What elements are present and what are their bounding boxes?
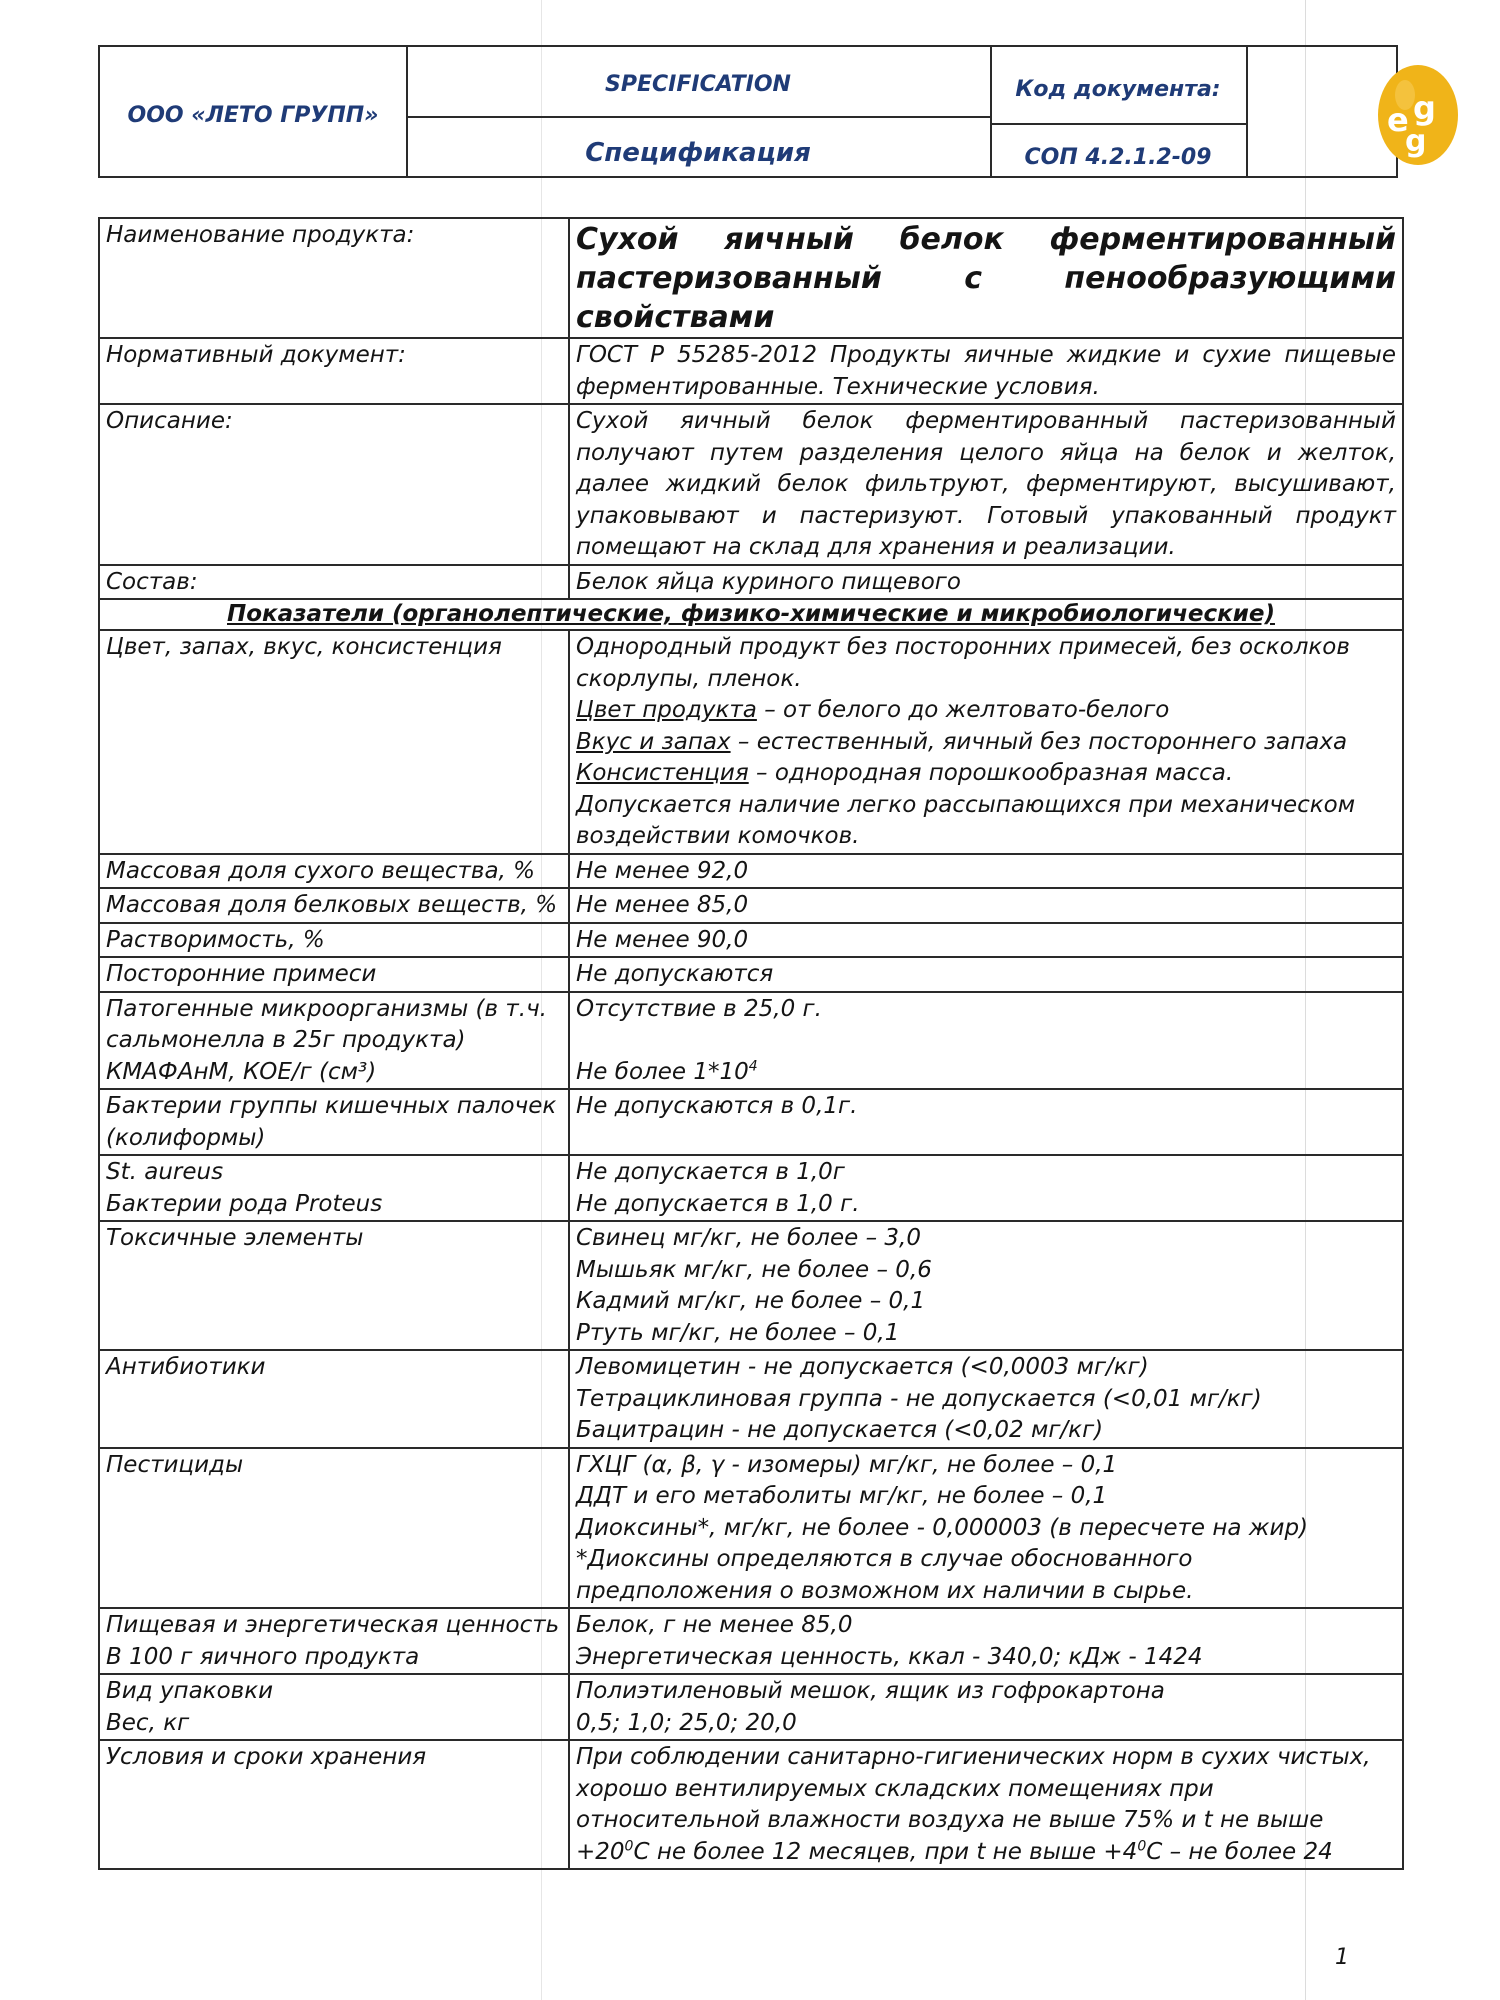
- row-label: Описание:: [99, 404, 569, 565]
- packaging-value: [569, 1674, 1403, 1740]
- kmafanm-exponent: 4: [748, 1057, 758, 1074]
- table-row: [99, 630, 1403, 854]
- proteus-label: Бактерии рода Proteus: [106, 1190, 383, 1217]
- row-label: [99, 1674, 569, 1740]
- table-row: [99, 1740, 1403, 1869]
- row-label: [99, 1155, 569, 1221]
- organoleptic-intro: Однородный продукт без посторонних примесей, без осколков скорлупы, пленок.: [576, 634, 1350, 692]
- dry-matter-value: Не менее 92,0: [569, 854, 1403, 889]
- pesticide-item: ГХЦГ (α, β, γ - изомеры) мг/кг, не более – 0,1: [576, 1451, 1118, 1478]
- toxic-item: Ртуть мг/кг, не более – 0,1: [576, 1319, 900, 1346]
- pesticide-item: Диоксины*, мг/кг, не более - 0,000003 (в пересчете на жир): [576, 1514, 1309, 1541]
- product-name-line: Сухой яичный белок ферментированный: [576, 222, 1396, 257]
- color-text: – от белого до желтовато-белого: [756, 697, 1170, 723]
- consistency-label: Консистенция: [576, 760, 749, 786]
- nutrition-energy: Энергетическая ценность, ккал - 340,0; кДж - 1424: [576, 1643, 1203, 1670]
- section-title: [99, 599, 1403, 630]
- pathogens-label: Патогенные микроорганизмы (в т.ч. сальмонелла в 25г продукта): [106, 995, 547, 1053]
- table-row: [99, 957, 1403, 992]
- consistency-text: – однородная порошкообразная масса.: [748, 760, 1234, 786]
- proteus-value: Не допускается в 1,0 г.: [576, 1190, 860, 1217]
- product-name-cell: [569, 218, 1403, 338]
- table-row: [99, 923, 1403, 958]
- table-row: [99, 1350, 1403, 1448]
- nutrition-label: Пищевая и энергетическая ценность: [106, 1612, 560, 1638]
- toxic-item: Мышьяк мг/кг, не более – 0,6: [576, 1256, 932, 1283]
- egg-logo: [1369, 59, 1467, 167]
- table-row: [99, 599, 1403, 630]
- pathogens-value: [569, 992, 1403, 1090]
- organoleptic-value: [569, 630, 1403, 854]
- svg-text:g: g: [1413, 89, 1436, 127]
- solubility-value: Не менее 90,0: [569, 923, 1403, 958]
- row-label: Массовая доля белковых веществ, %: [99, 888, 569, 923]
- row-label: [99, 992, 569, 1090]
- table-row: [99, 565, 1403, 600]
- antibiotic-item: Тетрациклиновая группа - не допускается (<0,01 мг/кг): [576, 1385, 1262, 1412]
- bacteria-value: [569, 1155, 1403, 1221]
- normdoc-value: ГОСТ Р 55285-2012 Продукты яичные жидкие и сухие пищевые ферментированные. Технические условия.: [569, 338, 1403, 404]
- row-label: Условия и сроки хранения: [99, 1740, 569, 1869]
- row-label: Состав:: [99, 565, 569, 600]
- row-label: [99, 1608, 569, 1674]
- table-row: [99, 1155, 1403, 1221]
- spec-title-ru: Спецификация: [585, 138, 811, 168]
- specification-table: [98, 217, 1404, 1870]
- weight-label: Вес, кг: [106, 1709, 190, 1736]
- toxic-item: Свинец мг/кг, не более – 3,0: [576, 1225, 921, 1251]
- color-label: Цвет продукта: [576, 697, 757, 723]
- aureus-label: St. aureus: [106, 1159, 224, 1185]
- packaging-text: Полиэтиленовый мешок, ящик из гофрокартона: [576, 1678, 1165, 1704]
- pesticides-value: [569, 1448, 1403, 1609]
- protein-value: Не менее 85,0: [569, 888, 1403, 923]
- table-row: [99, 1608, 1403, 1674]
- pesticide-note: *Диоксины определяются в случае обоснованного предположения о возможном их наличии в сырье.: [576, 1546, 1194, 1604]
- degree-mark: 0: [1137, 1837, 1147, 1854]
- antibiotic-item: Левомицетин - не допускается (<0,0003 мг/кг): [576, 1354, 1149, 1380]
- row-label: Массовая доля сухого вещества, %: [99, 854, 569, 889]
- row-label: Растворимость, %: [99, 923, 569, 958]
- section-title-text: Показатели (органолептические, физико-химические и микробиологические): [227, 601, 1275, 627]
- table-row: [99, 1674, 1403, 1740]
- spec-title-en: SPECIFICATION: [605, 72, 791, 97]
- storage-text: С не более 12 месяцев, при t не выше +4: [633, 1838, 1138, 1865]
- product-label: Наименование продукта:: [106, 222, 415, 248]
- taste-label: Вкус и запах: [576, 728, 731, 755]
- table-row: [99, 888, 1403, 923]
- storage-text: С – не более 24: [1146, 1838, 1333, 1865]
- row-label: Бактерии группы кишечных палочек (колиформы): [99, 1089, 569, 1155]
- pesticide-item: ДДТ и его метаболиты мг/кг, не более – 0,1: [576, 1483, 1108, 1509]
- packaging-label: Вид упаковки: [106, 1678, 274, 1704]
- product-name-line: пастеризованный с пенообразующими свойствами: [576, 261, 1396, 335]
- doc-code: СОП 4.2.1.2-09: [1024, 145, 1212, 170]
- antibiotics-value: [569, 1350, 1403, 1448]
- table-row: [99, 404, 1403, 565]
- description-value: Сухой яичный белок ферментированный пастеризованный получают путем разделения целого яйца на белок и желток, далее жидкий белок фильтруют, ферментируют, высушивают, упаковывают и пастеризуют. Готовый упакованный продукт помещают на склад для хранения и реализации.: [569, 404, 1403, 565]
- storage-text: При соблюдении санитарно-гигиенических норм в сухих чистых, хорошо вентилируемых складских помещениях при относительной влажности воздуха не выше 75% и t не выше +20: [576, 1744, 1371, 1865]
- pathogens-text: Отсутствие в 25,0 г.: [576, 995, 822, 1022]
- weight-values: 0,5; 1,0; 25,0; 20,0: [576, 1709, 797, 1736]
- table-row: [99, 1448, 1403, 1609]
- aureus-value: Не допускается в 1,0г: [576, 1159, 845, 1185]
- svg-text:e: e: [1387, 101, 1409, 139]
- company-name: ООО «ЛЕТО ГРУПП»: [127, 103, 379, 128]
- table-row: [99, 1089, 1403, 1155]
- row-label: Нормативный документ:: [99, 338, 569, 404]
- table-row: [99, 338, 1403, 404]
- page-number: 1: [1335, 1945, 1349, 1970]
- row-label: Токсичные элементы: [99, 1221, 569, 1350]
- row-label: Посторонние примеси: [99, 957, 569, 992]
- toxic-item: Кадмий мг/кг, не более – 0,1: [576, 1288, 926, 1314]
- organoleptic-note: Допускается наличие легко рассыпающихся при механическом воздействии комочков.: [576, 791, 1356, 849]
- nutrition-value: [569, 1608, 1403, 1674]
- table-row: [99, 1221, 1403, 1350]
- svg-text:g: g: [1405, 124, 1427, 159]
- nutrition-protein: Белок, г не менее 85,0: [576, 1612, 853, 1638]
- coliforms-value: Не допускаются в 0,1г.: [569, 1089, 1403, 1155]
- impurities-value: Не допускаются: [569, 957, 1403, 992]
- taste-text: – естественный, яичный без постороннего запаха: [730, 728, 1348, 755]
- composition-value: Белок яйца куриного пищевого: [569, 565, 1403, 600]
- row-label: Антибиотики: [99, 1350, 569, 1448]
- kmafanm-label: КМАФАнМ, КОЕ/г (см³): [106, 1058, 377, 1085]
- storage-value: [569, 1740, 1403, 1869]
- antibiotic-item: Бацитрацин - не допускается (<0,02 мг/кг): [576, 1417, 1104, 1443]
- row-label: [99, 218, 569, 338]
- toxic-value: [569, 1221, 1403, 1350]
- degree-mark: 0: [624, 1837, 634, 1854]
- doc-code-label: Код документа:: [1015, 77, 1221, 102]
- row-label: Цвет, запах, вкус, консистенция: [99, 630, 569, 854]
- nutrition-sublabel: В 100 г яичного продукта: [106, 1643, 420, 1670]
- table-row: [99, 218, 1403, 338]
- table-row: [99, 854, 1403, 889]
- table-row: [99, 992, 1403, 1090]
- document-header: [98, 45, 1436, 178]
- kmafanm-value: Не более 1*10: [576, 1058, 749, 1085]
- row-label: Пестициды: [99, 1448, 569, 1609]
